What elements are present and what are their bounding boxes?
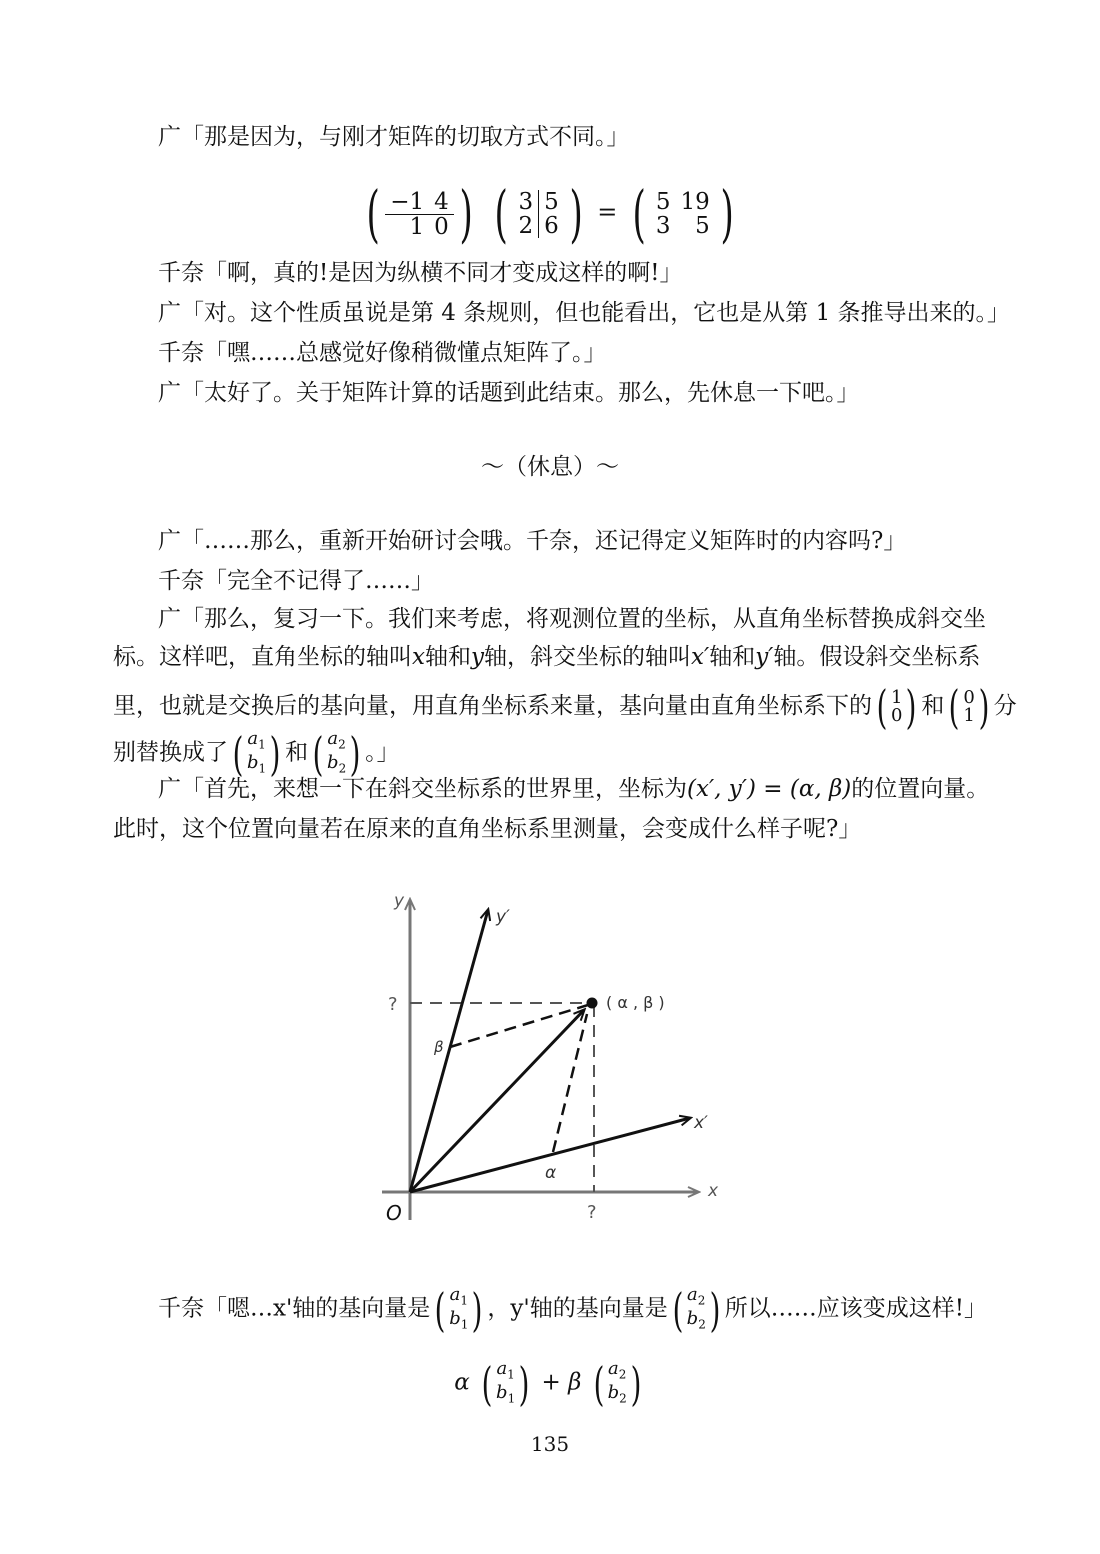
var-a: a [247, 728, 259, 749]
x-axis-label: x [708, 1181, 719, 1201]
text-run: 轴和 [424, 644, 471, 670]
paragraph-9-line-1 [158, 774, 989, 804]
var-b: b [686, 1307, 699, 1329]
subscript: 2 [338, 737, 346, 752]
vector-entry: 1 [963, 705, 975, 726]
subscript: 2 [697, 1293, 706, 1308]
var-b: b [246, 751, 259, 773]
math-coordinate: (x′, y′) = (α, β) [687, 776, 852, 802]
y-question-label: ? [388, 994, 398, 1015]
subscript: 2 [619, 1391, 627, 1406]
var-b: b [327, 751, 339, 773]
text-run: 分 [993, 693, 1017, 719]
var-a: a [449, 1284, 461, 1305]
math-x: x [412, 644, 425, 670]
var-b: b [607, 1381, 620, 1403]
matrix-c: ( 5 19 3 5 ) [632, 177, 734, 250]
vector-entry [247, 730, 265, 754]
math-yprime: y′ [755, 644, 774, 670]
paragraph-10 [158, 1282, 988, 1337]
matrix-c-cell: 19 [680, 189, 710, 215]
vector-entry [496, 1360, 514, 1384]
var-a: a [687, 1284, 698, 1305]
text-run: 轴和 [709, 644, 756, 670]
point-label: ( α , β ) [606, 993, 665, 1012]
text-run: 标。这样吧，直角坐标的轴叫 [113, 644, 412, 670]
break-marker: ～（休息）～ [481, 454, 619, 480]
paragraph-9-line-2: 此时，这个位置向量若在原来的直角坐标系里测量，会变成什么样子呢?」 [113, 816, 862, 842]
matrix-a-cell: 4 [429, 190, 454, 215]
var-a: a [496, 1358, 508, 1379]
beta-label: β [434, 1038, 444, 1056]
vector-0-1: ( 0 1 ) [948, 680, 990, 734]
math-alpha: α [454, 1369, 470, 1396]
vector-1-0: ( 1 0 ) [876, 680, 917, 734]
subscript: 1 [507, 1367, 515, 1382]
subscript: 1 [507, 1391, 516, 1406]
subscript: 1 [460, 1293, 469, 1308]
text-run: 千奈「嗯…x'轴的基向量是 [158, 1295, 431, 1322]
vector-entry [449, 1307, 469, 1334]
vector-a1-b1: ( $a_1$ $b_1$ ) [232, 726, 281, 781]
text-run: ，y'轴的基向量是 [487, 1295, 668, 1322]
yprime-axis-label: y′ [496, 907, 510, 927]
text-run: 里，也就是交换后的基向量，用直角坐标系来量，基向量由直角坐标系下的 [113, 693, 872, 719]
paragraph-6: 广「……那么，重新开始研讨会哦。千奈，还记得定义矩阵时的内容吗?」 [158, 528, 907, 554]
subscript: 1 [460, 1317, 469, 1332]
text-run: 别替换成了 [113, 739, 228, 766]
alpha-label: α [545, 1163, 557, 1183]
paragraph-8-line-3 [113, 680, 1017, 734]
vector-entry [327, 730, 345, 754]
matrix-b-cell: 2 [513, 214, 538, 238]
vector-a2-b2: ( $a_2$ $b_2$ ) [672, 1282, 721, 1337]
text-run: 的位置向量。 [851, 776, 990, 802]
text-run: 轴。假设斜交坐标系 [773, 644, 981, 670]
paragraph-8-line-2 [113, 642, 980, 672]
math-y: y [470, 644, 484, 670]
text-run: 广「首先，来想一下在斜交坐标系的世界里，坐标为 [158, 776, 687, 802]
text-run: 轴，斜交坐标的轴叫 [483, 644, 691, 670]
matrix-a-cell: 1 [409, 213, 425, 240]
paragraph-1: 广「那是因为，与刚才矩阵的切取方式不同。」 [158, 124, 630, 150]
text-run: 。」 [365, 739, 400, 766]
subscript: 2 [698, 1317, 706, 1332]
equals-sign: = [597, 198, 618, 226]
text-run: 所以……应该变成这样!」 [724, 1295, 988, 1322]
var-b: b [449, 1307, 461, 1329]
vector-entry: 0 [963, 687, 975, 708]
paragraph-3: 广「对。这个性质虽说是第 4 条规则，但也能看出，它也是从第 1 条推导出来的。」 [158, 300, 1011, 326]
matrix-b-cell: 3 [513, 190, 538, 214]
math-xprime: x′ [690, 644, 710, 670]
y-axis-label: y [394, 891, 405, 911]
paragraph-7: 千奈「完全不记得了……」 [158, 568, 434, 594]
matrix-b: ( 3 5 2 6 ) [494, 177, 583, 250]
matrix-c-cell: 5 [655, 189, 671, 215]
x-question-label: ? [587, 1202, 597, 1223]
vector-a2-b2: ( $a_2$ $b_2$ ) [312, 726, 361, 781]
text-run: 和 [921, 693, 945, 719]
var-a: a [608, 1358, 619, 1379]
vector-a2-b2: ( $a_2$ $b_2$ ) [593, 1356, 642, 1411]
subscript: 1 [258, 761, 267, 776]
paragraph-2: 千奈「啊，真的!是因为纵横不同才变成这样的啊!」 [158, 260, 683, 286]
alpha-construction-line [553, 1014, 587, 1152]
math-beta: β [568, 1369, 582, 1396]
vector-entry [608, 1360, 626, 1384]
vector-entry [686, 1307, 706, 1334]
linear-combination-equation [0, 1356, 1100, 1411]
matrix-b-cell: 5 [544, 189, 559, 215]
matrix-b-cell: 6 [544, 213, 559, 239]
oblique-axes-figure [370, 880, 740, 1225]
matrix-a-cell: 0 [434, 213, 449, 240]
plus-sign: + [541, 1369, 561, 1396]
paragraph-8-line-1: 广「那么，复习一下。我们来考虑，将观测位置的坐标，从直角坐标替换成斜交坐 [158, 606, 986, 632]
vector-a1-b1: ( $a_1$ $b_1$ ) [434, 1282, 483, 1337]
subscript: 1 [258, 737, 266, 752]
matrix-a: ( −1 4 1 0 ) [366, 177, 473, 250]
origin-label: O [386, 1201, 402, 1225]
subscript: 2 [618, 1367, 627, 1382]
vector-a1-b1: ( $a_1$ $b_1$ ) [481, 1356, 530, 1411]
paragraph-4: 千奈「嘿……总感觉好像稍微懂点矩阵了。」 [158, 340, 607, 366]
matrix-equation [0, 177, 1100, 250]
vector-entry: 1 [890, 687, 903, 708]
var-a: a [327, 728, 339, 749]
vector-entry [496, 1381, 516, 1408]
subscript: 2 [338, 761, 347, 776]
matrix-c-cell: 5 [695, 213, 710, 239]
point-marker [587, 998, 598, 1009]
paragraph-8-line-4 [113, 726, 400, 781]
page-number: 135 [530, 1432, 570, 1456]
vector-entry [607, 1381, 627, 1408]
matrix-a-cell: −1 [385, 190, 429, 215]
vector-entry: 0 [890, 705, 903, 726]
vector-entry [450, 1286, 468, 1310]
var-b: b [496, 1381, 508, 1403]
matrix-c-cell: 3 [655, 213, 671, 239]
text-run: 和 [285, 739, 309, 766]
vector-entry [687, 1286, 705, 1310]
xprime-axis-label: x′ [694, 1113, 708, 1133]
paragraph-5: 广「太好了。关于矩阵计算的话题到此结束。那么，先休息一下吧。」 [158, 380, 860, 406]
